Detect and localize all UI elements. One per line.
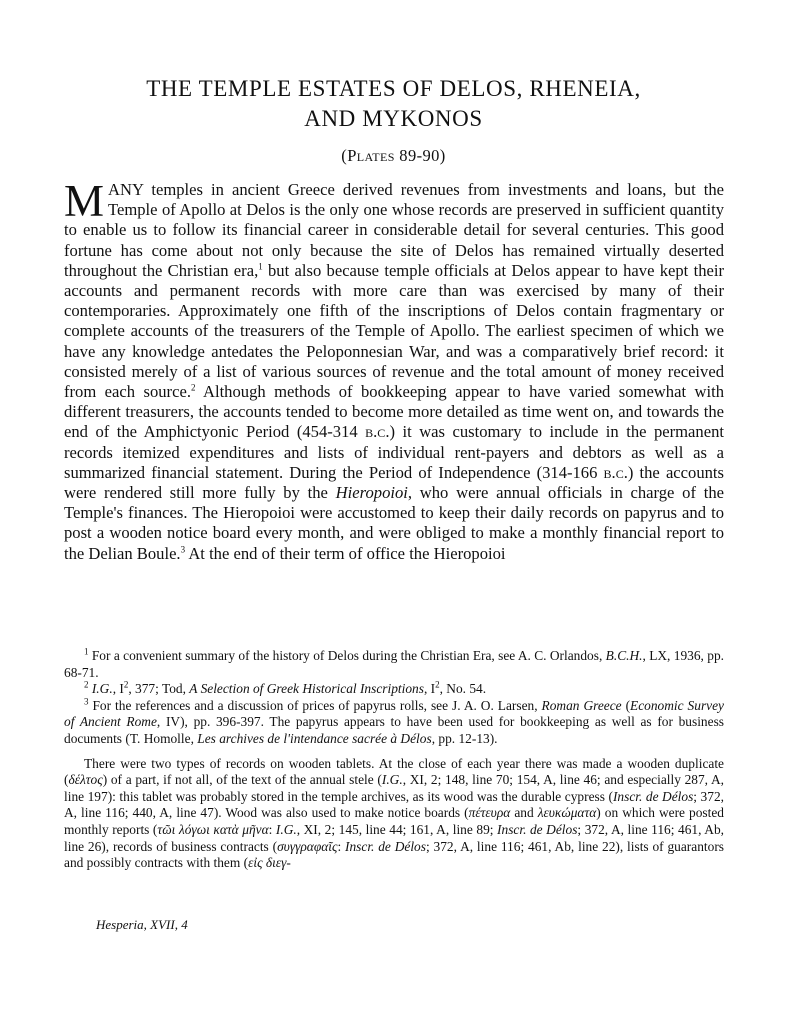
plates-word: Plates	[347, 146, 395, 165]
greek-term: τῶι λόγωι κατὰ μῆνα	[157, 821, 269, 837]
greek-term: λευκώματα	[537, 805, 597, 821]
journal-footer: Hesperia, XVII, 4	[96, 917, 188, 932]
plates-reference	[0, 146, 787, 166]
footnote-italic: Roman Greece	[541, 697, 622, 713]
body-text: Although methods of bookkeeping appear to have varied somewhat with different treasurers, the accounts tended to become more detailed as time went on, and towards the end of the Amphictyonic Period (454-314	[64, 382, 724, 442]
footnote-2	[64, 681, 724, 698]
title-line-2: AND MYKONOS	[304, 106, 483, 131]
drop-cap: M	[64, 176, 105, 226]
body-text: ) it was customary to include in the permanent records itemized expenditures and lists of individual rent-payers and debtors as well as a summarized financial statement. During the Period of Independence (314-166	[64, 422, 724, 482]
footnote-text: ) of a part, if not all, of the text of the annual stele (	[102, 772, 382, 788]
footnote-italic: Inscr. de Délos	[612, 788, 694, 804]
footnote-italic: I.G.	[88, 681, 113, 697]
footnote-text: , I	[112, 681, 124, 697]
body-paragraph	[64, 176, 724, 564]
footnote-text: , No. 54.	[439, 681, 487, 697]
footnotes	[64, 648, 724, 872]
body-text: ) the accounts were rendered still more fully by the	[64, 462, 724, 503]
body-text: At the end of their term of office the Hieropoioi	[185, 543, 506, 563]
footnote-text: , XI, 2; 148, line 70; 154, A, line 46; and especially 287, A, line 197): this tablet was probably stored in the temple archives, as its wood was the durable cypress (	[64, 772, 724, 804]
footnote-number: 2	[84, 679, 89, 690]
footnote-italic: B.C.H.	[605, 648, 643, 663]
footnote-text: ) on which were posted monthly reports (	[64, 805, 724, 837]
footnote-text: , IV), pp. 396-397. The papyrus appears to have been used for bookkeeping as well as for business documents (T. Homolle,	[64, 714, 724, 746]
greek-term: εἰς διεγ-	[248, 855, 291, 871]
footnote-ref-3: 3	[180, 544, 186, 555]
greek-term: συγγραφαῖς	[277, 838, 338, 854]
footnote-superscript: 2	[123, 679, 129, 690]
footnote-italic: Inscr. de Délos	[497, 821, 578, 837]
footnote-continuation	[64, 756, 724, 872]
footnote-text: ; 372, A, line 116; 461, Ab, line 22), lists of guarantors and possibly contracts with them (	[64, 838, 724, 871]
footnote-text: (	[621, 697, 631, 713]
footnote-ref-2: 2	[190, 382, 196, 393]
footnote-ref-1: 1	[258, 261, 263, 272]
article-title	[64, 74, 723, 134]
greek-term: πέτευρα	[468, 805, 511, 821]
footnote-text: , 377; Tod,	[128, 681, 190, 697]
footnote-text: and	[510, 805, 538, 821]
era-abbrev: b.c.	[365, 422, 390, 442]
footnote-text: :	[337, 838, 346, 854]
greek-term: δέλτος	[68, 772, 103, 788]
footnote-text: For the references and a discussion of prices of papyrus rolls, see J. A. O. Larsen,	[88, 697, 542, 713]
footnote-number: 1	[84, 646, 89, 657]
plates-open: (	[341, 146, 348, 165]
era-abbrev: b.c.	[603, 462, 628, 482]
body-text: , who were annual officials in charge of the Temple's finances. The Hieropoioi were accustomed to keep their daily records on papyrus and to post a wooden notice board every month, and were obliged to make a monthly financial report to the Delian Boule.	[64, 483, 724, 563]
title-line-1: THE TEMPLE ESTATES OF DELOS, RHENEIA,	[146, 76, 641, 101]
plates-range: 89-90)	[394, 146, 446, 165]
footnote-text: , pp. 12-13).	[431, 730, 498, 746]
footnote-1	[64, 648, 724, 681]
footnote-text: ; 372, A, line 116; 440, A, line 47). Wood was also used to make notice boards (	[64, 788, 724, 821]
footnote-text: , XI, 2; 145, line 44; 161, A, line 89;	[296, 821, 498, 837]
body-text: but also because temple officials at Delos appear to have kept their accounts and permanent records with more care than was exercised by many of their contemporaries. Approximately one fifth of the inscriptions of Delos contain fragmentary or complete accounts of the treasurers of the Temple of Apollo. The earliest specimen of which we have any knowledge antedates the Peloponnesian War, and was a comparatively brief record: it consisted merely of a list of various sources of revenue and the total amount of money received from each source.	[64, 260, 724, 402]
footnote-italic: I.G.	[275, 821, 297, 837]
footnote-italic: Economic Survey of Ancient Rome	[64, 697, 724, 730]
footnote-text: :	[268, 821, 276, 837]
footnote-3	[64, 698, 724, 748]
footnote-text: , I	[423, 681, 436, 697]
footnote-italic: I.G.	[381, 772, 403, 788]
footnote-text: There were two types of records on wooden tablets. At the close of each year there was made a wooden duplicate (	[64, 755, 724, 788]
footnote-italic: Les archives de l'intendance sacrée à Délos	[197, 730, 432, 746]
footnote-superscript: 2	[435, 679, 440, 690]
footnote-text: For a convenient summary of the history of Delos during the Christian Era, see A. C. Orlandos,	[88, 648, 606, 663]
footnote-text: , LX, 1936, pp. 68-71.	[64, 648, 724, 680]
footnote-italic: Inscr. de Délos	[345, 838, 426, 854]
italic-term: Hieropoioi	[335, 483, 408, 503]
body-text: ANY temples in ancient Greece derived revenues from investments and loans, but the Temple of Apollo at Delos is the only one whose records are preserved in sufficient quantity to enable us to follow its financial career in considerable detail for several centuries. This good fortune has come about not only because the site of Delos has remained virtually deserted throughout the Christian era,	[64, 180, 724, 280]
footnote-number: 3	[84, 696, 89, 707]
footnote-text: ; 372, A, line 116; 461, Ab, line 26), records of business contracts (	[64, 821, 724, 854]
footnote-italic: A Selection of Greek Historical Inscriptions	[189, 681, 424, 697]
